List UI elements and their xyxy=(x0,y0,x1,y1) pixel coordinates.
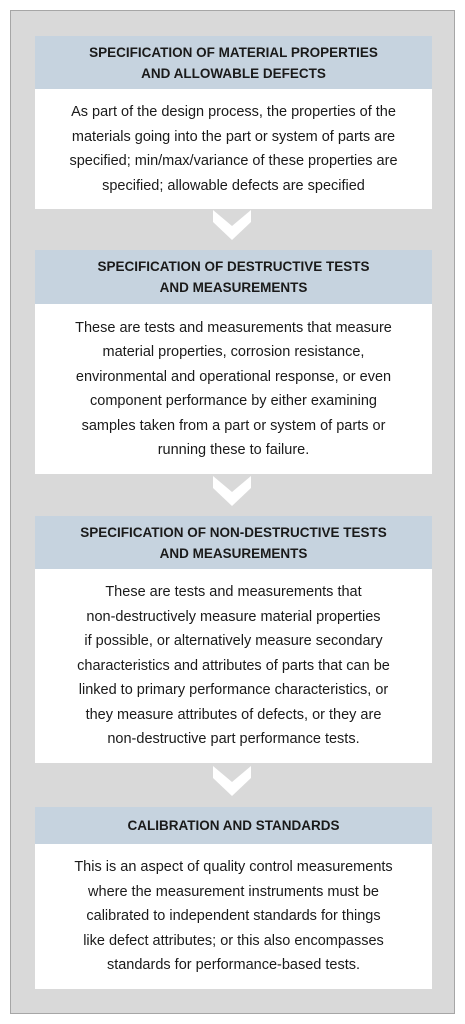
stage-calibration-standards xyxy=(35,807,432,989)
stage-destructive-tests xyxy=(35,250,432,474)
chevron-down-arrow-icon xyxy=(213,476,251,506)
chevron-down-arrow-icon xyxy=(213,766,251,796)
stage-title: CALIBRATION AND STANDARDS xyxy=(35,807,432,844)
stage-title: SPECIFICATION OF NON-DESTRUCTIVE TESTS AND MEASUREMENTS xyxy=(35,516,432,569)
stage-description: These are tests and measurements that non-destructively measure material properties if possible, or alternatively measure secondary characteristics and attributes of parts that can be linked to primary performance characteristics, or they measure attributes of defects, or they are non-destructive part performance tests. xyxy=(35,569,432,763)
stage-description: This is an aspect of quality control measurements where the measurement instruments must be calibrated to independent standards for things like defect attributes; or this also encompasses standards for performance-based tests. xyxy=(35,844,432,989)
stage-material-properties xyxy=(35,36,432,209)
stage-title: SPECIFICATION OF DESTRUCTIVE TESTS AND MEASUREMENTS xyxy=(35,250,432,304)
chevron-down-arrow-icon xyxy=(213,210,251,240)
stage-description: As part of the design process, the properties of the materials going into the part or system of parts are specified; min/max/variance of these properties are specified; allowable defects are specified xyxy=(35,89,432,209)
stage-non-destructive-tests xyxy=(35,516,432,763)
stage-description: These are tests and measurements that measure material properties, corrosion resistance, environmental and operational response, or even component performance by either examining samples taken from a part or system of parts or running these to failure. xyxy=(35,304,432,474)
stage-title: SPECIFICATION OF MATERIAL PROPERTIES AND ALLOWABLE DEFECTS xyxy=(35,36,432,89)
